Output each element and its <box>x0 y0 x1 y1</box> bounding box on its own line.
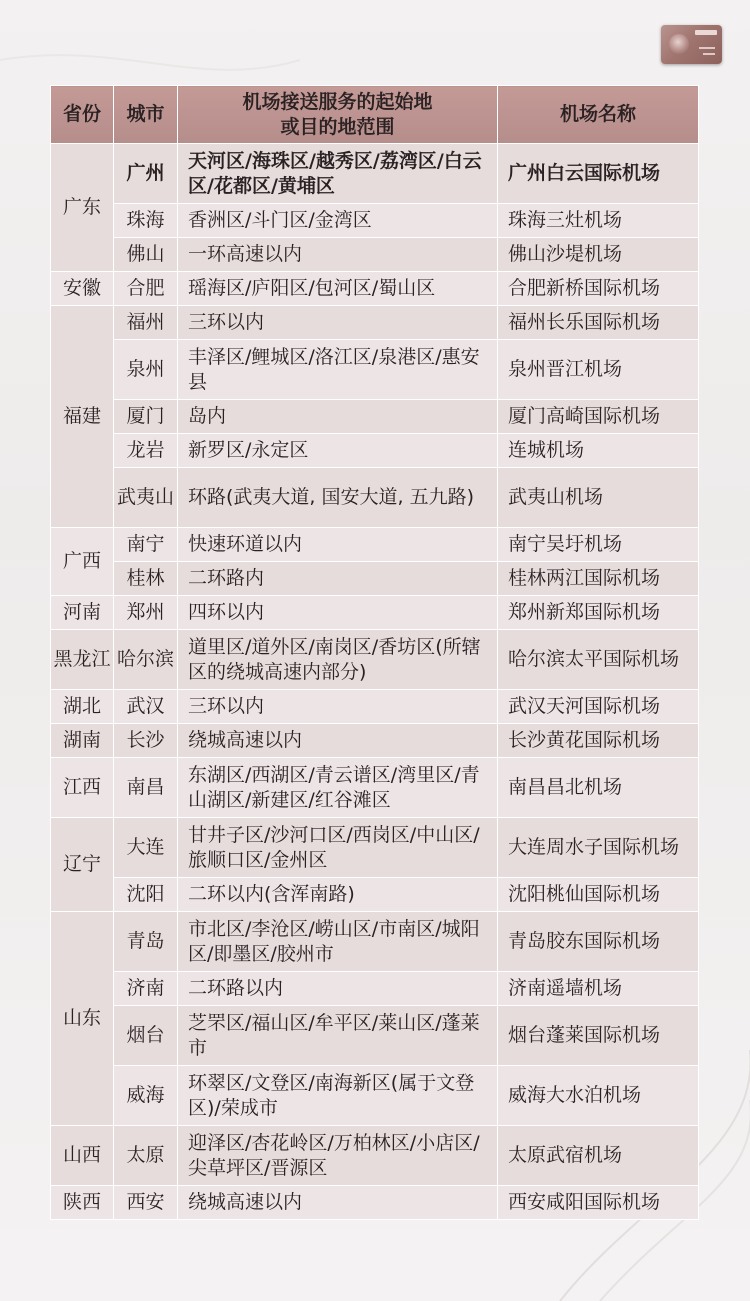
range-cell: 东湖区/西湖区/青云谱区/湾里区/青山湖区/新建区/红谷滩区 <box>178 758 498 818</box>
header-range <box>178 86 498 144</box>
table-row <box>51 972 699 1006</box>
header-airport: 机场名称 <box>498 86 699 144</box>
airport-transfer-table <box>50 85 699 1220</box>
range-cell: 三环以内 <box>178 306 498 340</box>
airport-cell: 哈尔滨太平国际机场 <box>498 630 699 690</box>
range-cell: 市北区/李沧区/崂山区/市南区/城阳区/即墨区/胶州市 <box>178 912 498 972</box>
range-cell: 甘井子区/沙河口区/西岗区/中山区/旅顺口区/金州区 <box>178 818 498 878</box>
city-cell: 太原 <box>114 1126 178 1186</box>
airport-cell: 广州白云国际机场 <box>498 144 699 204</box>
range-cell: 环路(武夷大道, 国安大道, 五九路) <box>178 468 498 528</box>
table-row <box>51 758 699 818</box>
table-row <box>51 272 699 306</box>
city-cell: 桂林 <box>114 562 178 596</box>
airport-cell: 郑州新郑国际机场 <box>498 596 699 630</box>
airport-cell: 青岛胶东国际机场 <box>498 912 699 972</box>
city-cell: 济南 <box>114 972 178 1006</box>
table-row <box>51 818 699 878</box>
range-cell: 岛内 <box>178 400 498 434</box>
city-cell: 武汉 <box>114 690 178 724</box>
airport-cell: 泉州晋江机场 <box>498 340 699 400</box>
range-cell: 二环路内 <box>178 562 498 596</box>
city-cell: 厦门 <box>114 400 178 434</box>
range-cell: 迎泽区/杏花岭区/万柏林区/小店区/尖草坪区/晋源区 <box>178 1126 498 1186</box>
table-row <box>51 724 699 758</box>
range-cell: 快速环道以内 <box>178 528 498 562</box>
city-cell: 龙岩 <box>114 434 178 468</box>
airport-cell: 福州长乐国际机场 <box>498 306 699 340</box>
airport-cell: 威海大水泊机场 <box>498 1066 699 1126</box>
city-cell: 烟台 <box>114 1006 178 1066</box>
range-cell: 绕城高速以内 <box>178 724 498 758</box>
table-row <box>51 912 699 972</box>
province-cell: 湖南 <box>51 724 114 758</box>
header-province: 省份 <box>51 86 114 144</box>
range-cell: 瑶海区/庐阳区/包河区/蜀山区 <box>178 272 498 306</box>
table-row <box>51 596 699 630</box>
table-row <box>51 1126 699 1186</box>
province-cell: 广西 <box>51 528 114 596</box>
header-city: 城市 <box>114 86 178 144</box>
airport-cell: 桂林两江国际机场 <box>498 562 699 596</box>
range-cell: 绕城高速以内 <box>178 1186 498 1220</box>
range-cell: 香洲区/斗门区/金湾区 <box>178 204 498 238</box>
centurion-card-logo <box>661 25 722 64</box>
city-cell: 佛山 <box>114 238 178 272</box>
city-cell: 威海 <box>114 1066 178 1126</box>
table-row <box>51 690 699 724</box>
table-row <box>51 878 699 912</box>
city-cell: 郑州 <box>114 596 178 630</box>
table-row <box>51 468 699 528</box>
table-row <box>51 204 699 238</box>
airport-cell: 武汉天河国际机场 <box>498 690 699 724</box>
city-cell: 武夷山 <box>114 468 178 528</box>
province-cell: 湖北 <box>51 690 114 724</box>
range-cell: 四环以内 <box>178 596 498 630</box>
airport-cell: 济南遥墙机场 <box>498 972 699 1006</box>
airport-cell: 沈阳桃仙国际机场 <box>498 878 699 912</box>
airport-cell: 武夷山机场 <box>498 468 699 528</box>
city-cell: 大连 <box>114 818 178 878</box>
range-cell: 天河区/海珠区/越秀区/荔湾区/白云区/花都区/黄埔区 <box>178 144 498 204</box>
airport-cell: 连城机场 <box>498 434 699 468</box>
table-row <box>51 434 699 468</box>
city-cell: 南宁 <box>114 528 178 562</box>
city-cell: 合肥 <box>114 272 178 306</box>
table-row <box>51 400 699 434</box>
province-cell: 江西 <box>51 758 114 818</box>
table-row <box>51 1066 699 1126</box>
header-range-line1: 机场接送服务的起始地 <box>242 90 433 113</box>
table-row <box>51 630 699 690</box>
range-cell: 一环高速以内 <box>178 238 498 272</box>
range-cell: 环翠区/文登区/南海新区(属于文登区)/荣成市 <box>178 1066 498 1126</box>
table-row <box>51 144 699 204</box>
table-row <box>51 238 699 272</box>
header-range-line2: 或目的地范围 <box>280 115 395 138</box>
city-cell: 广州 <box>114 144 178 204</box>
city-cell: 南昌 <box>114 758 178 818</box>
city-cell: 哈尔滨 <box>114 630 178 690</box>
table-header <box>51 86 699 144</box>
airport-cell: 大连周水子国际机场 <box>498 818 699 878</box>
range-cell: 芝罘区/福山区/牟平区/莱山区/蓬莱市 <box>178 1006 498 1066</box>
airport-cell: 合肥新桥国际机场 <box>498 272 699 306</box>
table-row <box>51 528 699 562</box>
province-cell: 广东 <box>51 144 114 272</box>
airport-cell: 太原武宿机场 <box>498 1126 699 1186</box>
range-cell: 道里区/道外区/南岗区/香坊区(所辖区的绕城高速内部分) <box>178 630 498 690</box>
table-row <box>51 1006 699 1066</box>
city-cell: 珠海 <box>114 204 178 238</box>
province-cell: 安徽 <box>51 272 114 306</box>
province-cell: 辽宁 <box>51 818 114 912</box>
airport-cell: 厦门高崎国际机场 <box>498 400 699 434</box>
province-cell: 山西 <box>51 1126 114 1186</box>
centurion-emblem-icon <box>669 34 689 54</box>
province-cell: 陕西 <box>51 1186 114 1220</box>
city-cell: 长沙 <box>114 724 178 758</box>
range-cell: 二环路以内 <box>178 972 498 1006</box>
airport-cell: 珠海三灶机场 <box>498 204 699 238</box>
table-row <box>51 1186 699 1220</box>
table-body <box>51 144 699 1220</box>
province-cell: 河南 <box>51 596 114 630</box>
airport-cell: 长沙黄花国际机场 <box>498 724 699 758</box>
province-cell: 黑龙江 <box>51 630 114 690</box>
table-row <box>51 306 699 340</box>
province-cell: 福建 <box>51 306 114 528</box>
airport-cell: 烟台蓬莱国际机场 <box>498 1006 699 1066</box>
airport-cell: 南昌昌北机场 <box>498 758 699 818</box>
range-cell: 三环以内 <box>178 690 498 724</box>
city-cell: 福州 <box>114 306 178 340</box>
city-cell: 西安 <box>114 1186 178 1220</box>
table-row <box>51 562 699 596</box>
airport-cell: 南宁吴圩机场 <box>498 528 699 562</box>
city-cell: 泉州 <box>114 340 178 400</box>
range-cell: 新罗区/永定区 <box>178 434 498 468</box>
city-cell: 青岛 <box>114 912 178 972</box>
city-cell: 沈阳 <box>114 878 178 912</box>
airport-cell: 佛山沙堤机场 <box>498 238 699 272</box>
range-cell: 丰泽区/鲤城区/洛江区/泉港区/惠安县 <box>178 340 498 400</box>
province-cell: 山东 <box>51 912 114 1126</box>
airport-cell: 西安咸阳国际机场 <box>498 1186 699 1220</box>
range-cell: 二环以内(含浑南路) <box>178 878 498 912</box>
table-row <box>51 340 699 400</box>
